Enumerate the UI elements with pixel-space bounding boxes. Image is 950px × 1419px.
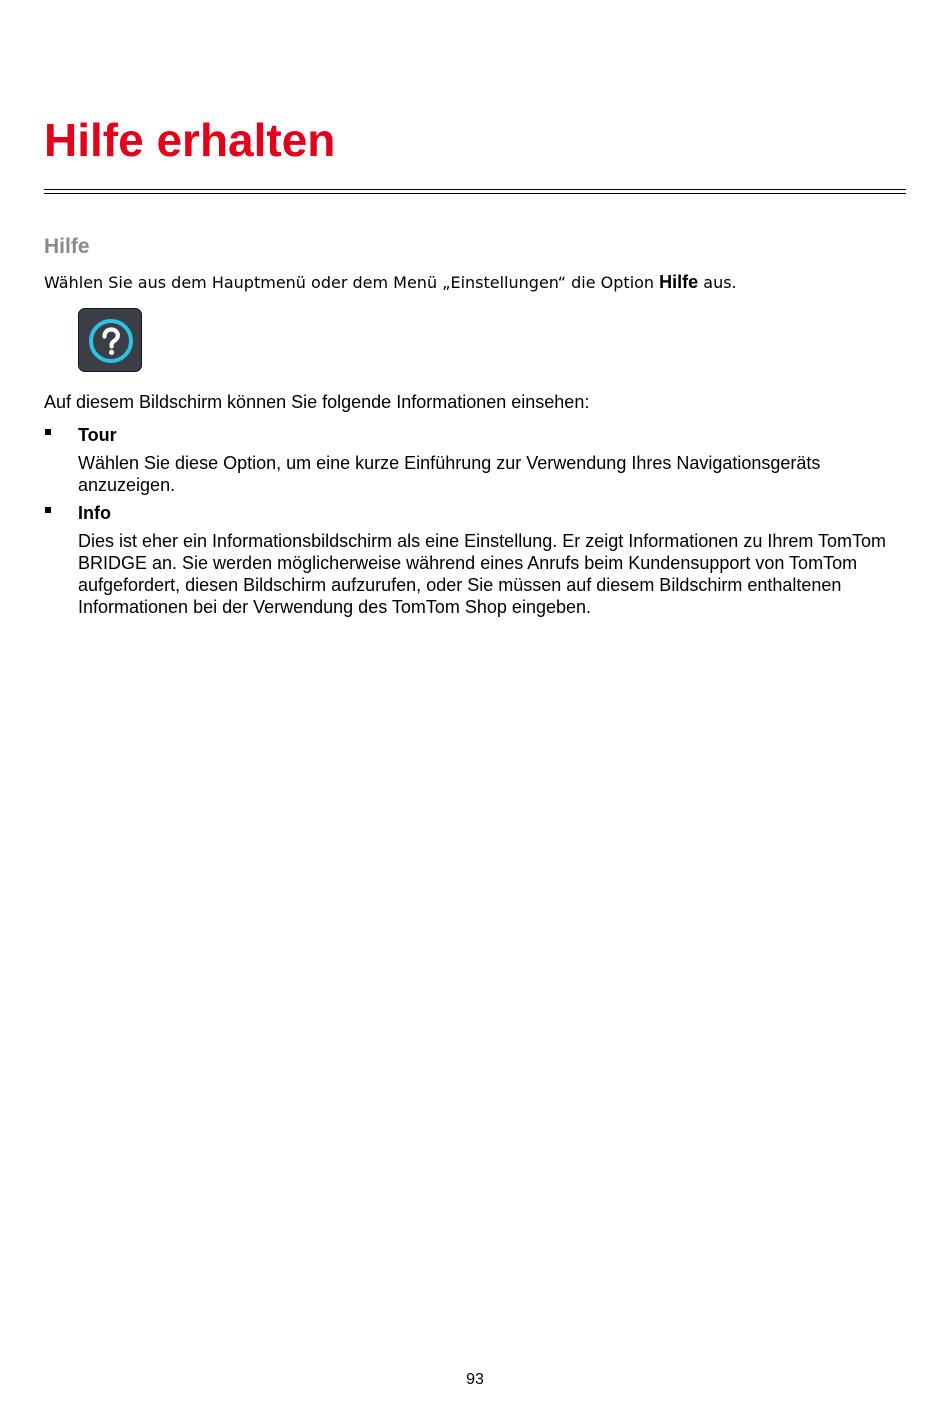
info-list: [44, 424, 906, 624]
list-item-text: Dies ist eher ein Informationsbildschirm als eine Einstellung. Er zeigt Informationen zu Ihrem TomTom BRIDGE an. Sie werden möglicherweise während eines Anrufs beim Kundensupport von TomTom aufgefordert, diesen Bildschirm aufzurufen, oder Sie müssen auf diesem Bildschirm enthaltenen Informationen bei der Verwendung des TomTom Shop eingeben.: [78, 531, 887, 617]
title-divider: [44, 189, 906, 194]
list-item-title: Tour: [78, 425, 117, 445]
bullet-square-icon: [45, 429, 51, 435]
bullet-square-icon: [45, 507, 51, 513]
intro-option-name: Hilfe: [659, 272, 699, 292]
help-question-icon: [87, 317, 135, 365]
list-item-text: Wählen Sie diese Option, um eine kurze Einführung zur Verwendung Ihres Navigationsgeräts anzuzeigen.: [78, 453, 821, 495]
intro-prefix: Wählen Sie aus dem Hauptmenü oder dem Menü „Einstellungen“ die Option: [44, 273, 660, 292]
list-item-title: Info: [78, 503, 111, 523]
screen-intro-text: Auf diesem Bildschirm können Sie folgende Informationen einsehen:: [44, 392, 590, 412]
page-number: 93: [466, 1371, 484, 1388]
list-item: [44, 502, 906, 618]
list-item: [44, 424, 906, 496]
help-button-illustration: [78, 308, 142, 372]
section-heading: Hilfe: [44, 235, 90, 258]
section-intro: [44, 271, 737, 294]
page-title: Hilfe erhalten: [44, 114, 336, 166]
intro-suffix: aus.: [698, 273, 737, 292]
